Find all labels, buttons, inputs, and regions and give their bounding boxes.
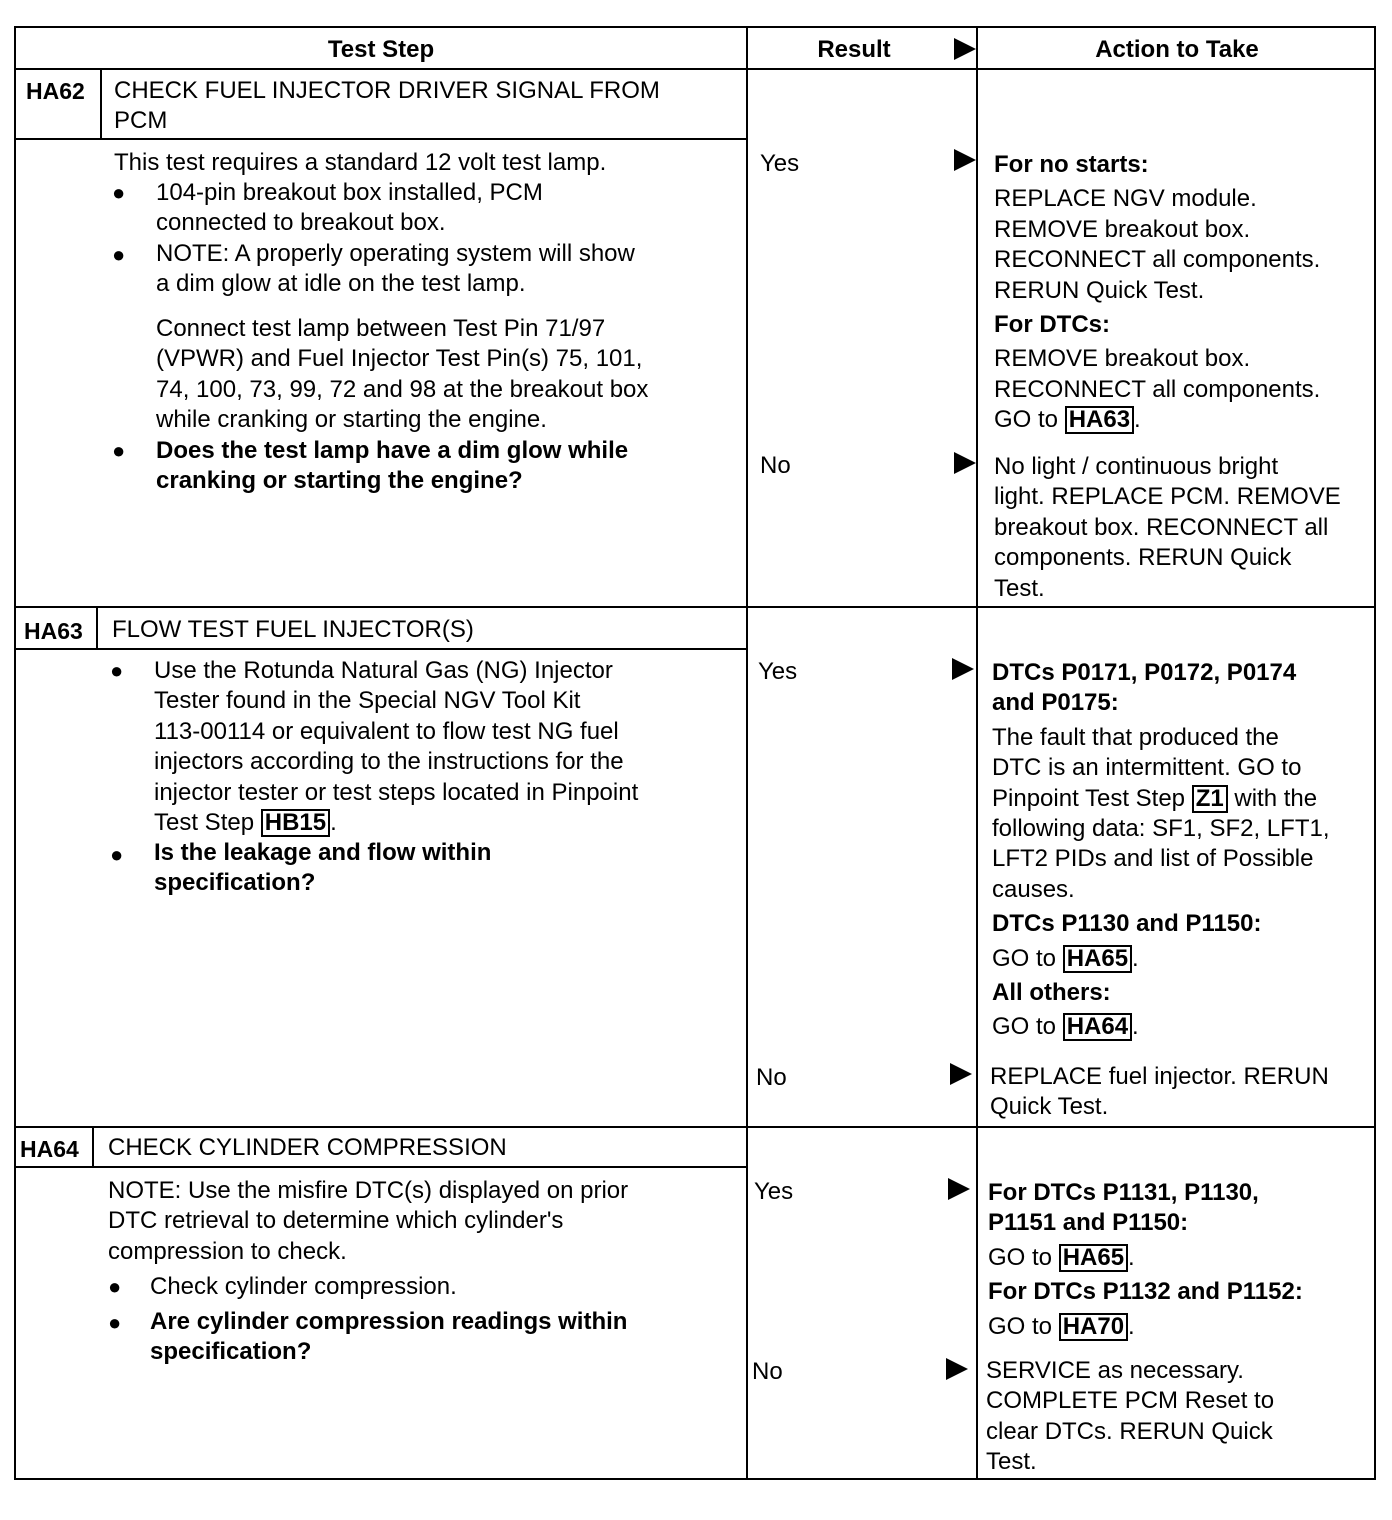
step-title: CHECK CYLINDER COMPRESSION bbox=[108, 1134, 507, 1161]
code-divider bbox=[96, 606, 98, 648]
step-title: FLOW TEST FUEL INJECTOR(S) bbox=[112, 616, 474, 643]
arrow-icon bbox=[950, 1063, 972, 1085]
action-yes: DTCs P0171, P0172, P0174 and P0175: The fault that produced the DTC is an intermittent. GO to Pinpoint Test Step Z1 with the following data: SF1, SF2, LFT1, LFT2 PIDs and list of Possible causes. DTCs P1130 and P1150: GO to HA65 . All others: GO to HA64 . bbox=[992, 659, 1330, 1041]
bullet-icon: ● bbox=[108, 1310, 122, 1335]
step-code: HA63 bbox=[24, 618, 83, 644]
step-note: NOTE: Use the misfire DTC(s) displayed on prior DTC retrieval to determine which cylinder's compression to check. bbox=[108, 1177, 629, 1265]
bullet-icon: ● bbox=[108, 1274, 122, 1299]
bullet-icon: ● bbox=[112, 180, 126, 205]
header-arrow-icon bbox=[954, 38, 976, 60]
step-bullet-1: Check cylinder compression. bbox=[150, 1273, 457, 1300]
result-no: No bbox=[760, 452, 791, 479]
header-divider bbox=[16, 68, 1376, 70]
step-question: Is the leakage and flow within specification? bbox=[154, 839, 492, 897]
step-procedure: Connect test lamp between Test Pin 71/97 (VPWR) and Fuel Injector Test Pin(s) 75, 101, 74, 100, 73, 99, 72 and 98 at the breakout box while cranking or starting the engine. bbox=[156, 315, 649, 434]
step-reference: HA64 bbox=[1063, 1013, 1132, 1041]
arrow-icon bbox=[954, 149, 976, 171]
action-yes: For DTCs P1131, P1130, P1151 and P1150: GO to HA65 . For DTCs P1132 and P1152: GO to HA70 . bbox=[988, 1179, 1303, 1340]
code-divider bbox=[100, 68, 102, 138]
bullet-icon: ● bbox=[110, 842, 124, 867]
arrow-icon bbox=[952, 658, 974, 680]
diagnostic-table bbox=[14, 26, 1376, 1480]
header-result: Result bbox=[817, 36, 891, 63]
action-no: REPLACE fuel injector. RERUN Quick Test. bbox=[990, 1063, 1329, 1121]
step-reference: HB15 bbox=[261, 809, 330, 837]
step-question: Are cylinder compression readings within specification? bbox=[150, 1308, 628, 1366]
result-yes: Yes bbox=[754, 1178, 794, 1205]
bullet-icon: ● bbox=[112, 242, 126, 267]
arrow-icon bbox=[946, 1358, 968, 1380]
step-note: NOTE: A properly operating system will show a dim glow at idle on the test lamp. bbox=[156, 240, 635, 298]
step-reference: HA63 bbox=[1065, 406, 1134, 434]
step-reference: Z1 bbox=[1192, 785, 1228, 813]
row-divider bbox=[16, 606, 1376, 608]
bullet-icon: ● bbox=[110, 658, 124, 683]
arrow-icon bbox=[954, 452, 976, 474]
title-divider bbox=[16, 138, 746, 140]
action-no: No light / continuous bright light. REPLACE PCM. REMOVE breakout box. RECONNECT all components. RERUN Quick Test. bbox=[994, 453, 1341, 602]
title-divider bbox=[16, 648, 746, 650]
step-reference: HA65 bbox=[1063, 945, 1132, 973]
step-title: CHECK FUEL INJECTOR DRIVER SIGNAL FROM PCM bbox=[114, 77, 660, 134]
result-no: No bbox=[756, 1064, 787, 1091]
result-no: No bbox=[752, 1358, 783, 1385]
result-yes: Yes bbox=[758, 658, 798, 685]
step-code: HA64 bbox=[20, 1136, 79, 1162]
action-yes: For no starts: REPLACE NGV module. REMOVE breakout box. RECONNECT all components. RERUN Quick Test. For DTCs: REMOVE breakout box. RECONNECT all components. GO to HA63 . bbox=[994, 151, 1321, 434]
step-code: HA62 bbox=[26, 78, 85, 104]
result-yes: Yes bbox=[760, 150, 800, 177]
col-divider-result bbox=[746, 28, 748, 1480]
action-no: SERVICE as necessary. COMPLETE PCM Reset to clear DTCs. RERUN Quick Test. bbox=[986, 1357, 1275, 1476]
step-question: Does the test lamp have a dim glow while cranking or starting the engine? bbox=[156, 437, 629, 495]
arrow-icon bbox=[948, 1178, 970, 1200]
title-divider bbox=[16, 1166, 746, 1168]
step-bullet-1: Use the Rotunda Natural Gas (NG) Injector Tester found in the Special NGV Tool Kit 113-00114 or equivalent to flow test NG fuel injectors according to the instructions for the injector tester or test steps located in Pinpoint Test Step HB15 . bbox=[154, 657, 639, 837]
step-reference: HA70 bbox=[1059, 1313, 1128, 1341]
header-action: Action to Take bbox=[1095, 36, 1259, 63]
step-intro: This test requires a standard 12 volt test lamp. bbox=[114, 149, 607, 176]
step-reference: HA65 bbox=[1059, 1244, 1128, 1272]
header-test-step: Test Step bbox=[327, 36, 435, 63]
col-divider-action bbox=[976, 28, 978, 1480]
bullet-icon: ● bbox=[112, 438, 126, 463]
code-divider bbox=[92, 1126, 94, 1166]
row-divider bbox=[16, 1126, 1376, 1128]
step-bullet-1: 104-pin breakout box installed, PCM connected to breakout box. bbox=[156, 179, 543, 237]
